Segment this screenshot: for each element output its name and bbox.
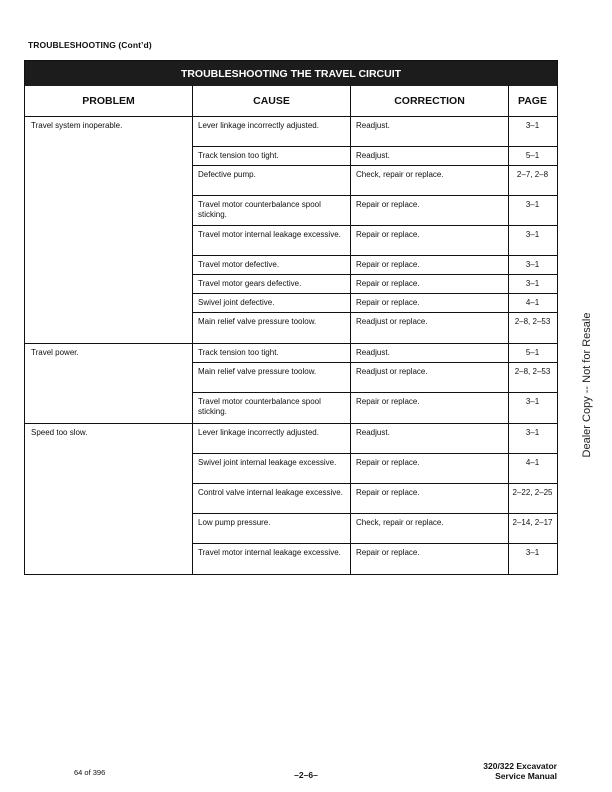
manual-title-line2: Service Manual [495,770,557,781]
page-heading: TROUBLESHOOTING (Cont’d) [28,40,152,50]
correction-cell: Readjust or replace. [351,363,509,392]
problem-cell: Travel system inoperable. [25,117,193,343]
page-cell: 3–1 [525,230,540,239]
manual-title-line1: 320/322 Excavator [483,761,557,771]
cause-cell: Main relief valve pressure toolow. [193,363,351,392]
table-row [193,514,557,544]
correction-cell: Readjust. [351,424,509,453]
page-cell: 3–1 [525,200,540,209]
page-cell: 3–1 [525,279,540,288]
troubleshooting-table [24,60,558,575]
page-cell: 2–8, 2–53 [514,367,551,376]
correction-cell: Repair or replace. [351,226,509,255]
correction-cell: Repair or replace. [351,484,509,513]
table-row [193,226,557,256]
correction-cell: Repair or replace. [351,454,509,483]
table-row [193,196,557,226]
problem-cell: Travel power. [25,344,193,423]
cause-cell: Travel motor defective. [193,256,351,274]
table-row [193,454,557,484]
table-row [193,424,557,454]
manual-title [483,762,557,781]
cause-cell: Main relief valve pressure toolow. [193,313,351,343]
table-row [193,544,557,574]
cause-cell: Defective pump. [193,166,351,195]
column-headers [25,86,557,117]
page-cell: 3–1 [525,548,540,557]
column-header-correction: CORRECTION [351,86,509,116]
table-row [193,147,557,166]
page-cell: 3–1 [525,260,540,269]
page-cell: 3–1 [525,428,540,437]
watermark: Dealer Copy -- Not for Resale [581,312,593,458]
page-cell: 2–14, 2–17 [512,518,553,527]
cause-cell: Track tension too tight. [193,147,351,165]
cause-cell: Low pump pressure. [193,514,351,543]
table-row [193,313,557,343]
table-row [193,275,557,294]
page-cell: 4–1 [525,458,540,467]
correction-cell: Repair or replace. [351,275,509,293]
page-cell: 3–1 [525,121,540,130]
table-title: TROUBLESHOOTING THE TRAVEL CIRCUIT [25,61,557,86]
cause-cell: Track tension too tight. [193,344,351,362]
problem-group [25,117,557,344]
cause-cell: Lever linkage incorrectly adjusted. [193,117,351,146]
table-row [193,117,557,147]
cause-rows [193,424,557,574]
correction-cell: Readjust. [351,117,509,146]
table-row [193,344,557,363]
correction-cell: Check, repair or replace. [351,514,509,543]
page-cell: 5–1 [525,151,540,160]
table-row [193,393,557,423]
page-number: –2–6– [294,770,318,780]
cause-cell: Travel motor counterbalance spool sticking. [193,196,351,225]
cause-cell: Travel motor internal leakage excessive. [193,226,351,255]
table-row [193,256,557,275]
page-cell: 4–1 [525,298,540,307]
page-cell: 5–1 [525,348,540,357]
page-cell: 2–22, 2–25 [512,488,553,497]
cause-cell: Travel motor gears defective. [193,275,351,293]
table-row [193,166,557,196]
correction-cell: Readjust. [351,344,509,362]
column-header-cause: CAUSE [193,86,351,116]
correction-cell: Readjust or replace. [351,313,509,343]
column-header-problem: PROBLEM [25,86,193,116]
problem-cell: Speed too slow. [25,424,193,574]
page-cell: 2–8, 2–53 [514,317,551,326]
column-header-page: PAGE [518,95,547,107]
problem-group [25,424,557,574]
cause-cell: Travel motor counterbalance spool sticking. [193,393,351,423]
cause-cell: Lever linkage incorrectly adjusted. [193,424,351,453]
problem-group [25,344,557,424]
cause-cell: Control valve internal leakage excessive. [193,484,351,513]
correction-cell: Readjust. [351,147,509,165]
page-cell: 3–1 [525,397,540,406]
table-row [193,294,557,313]
correction-cell: Repair or replace. [351,294,509,312]
correction-cell: Repair or replace. [351,256,509,274]
cause-rows [193,117,557,343]
table-row [193,484,557,514]
correction-cell: Check, repair or replace. [351,166,509,195]
cause-cell: Swivel joint defective. [193,294,351,312]
correction-cell: Repair or replace. [351,544,509,574]
table-row [193,363,557,393]
correction-cell: Repair or replace. [351,196,509,225]
page-count: 64 of 396 [74,768,106,777]
cause-cell: Swivel joint internal leakage excessive. [193,454,351,483]
page-cell: 2–7, 2–8 [516,170,549,179]
cause-cell: Travel motor internal leakage excessive. [193,544,351,574]
cause-rows [193,344,557,423]
correction-cell: Repair or replace. [351,393,509,423]
table-body [25,117,557,574]
